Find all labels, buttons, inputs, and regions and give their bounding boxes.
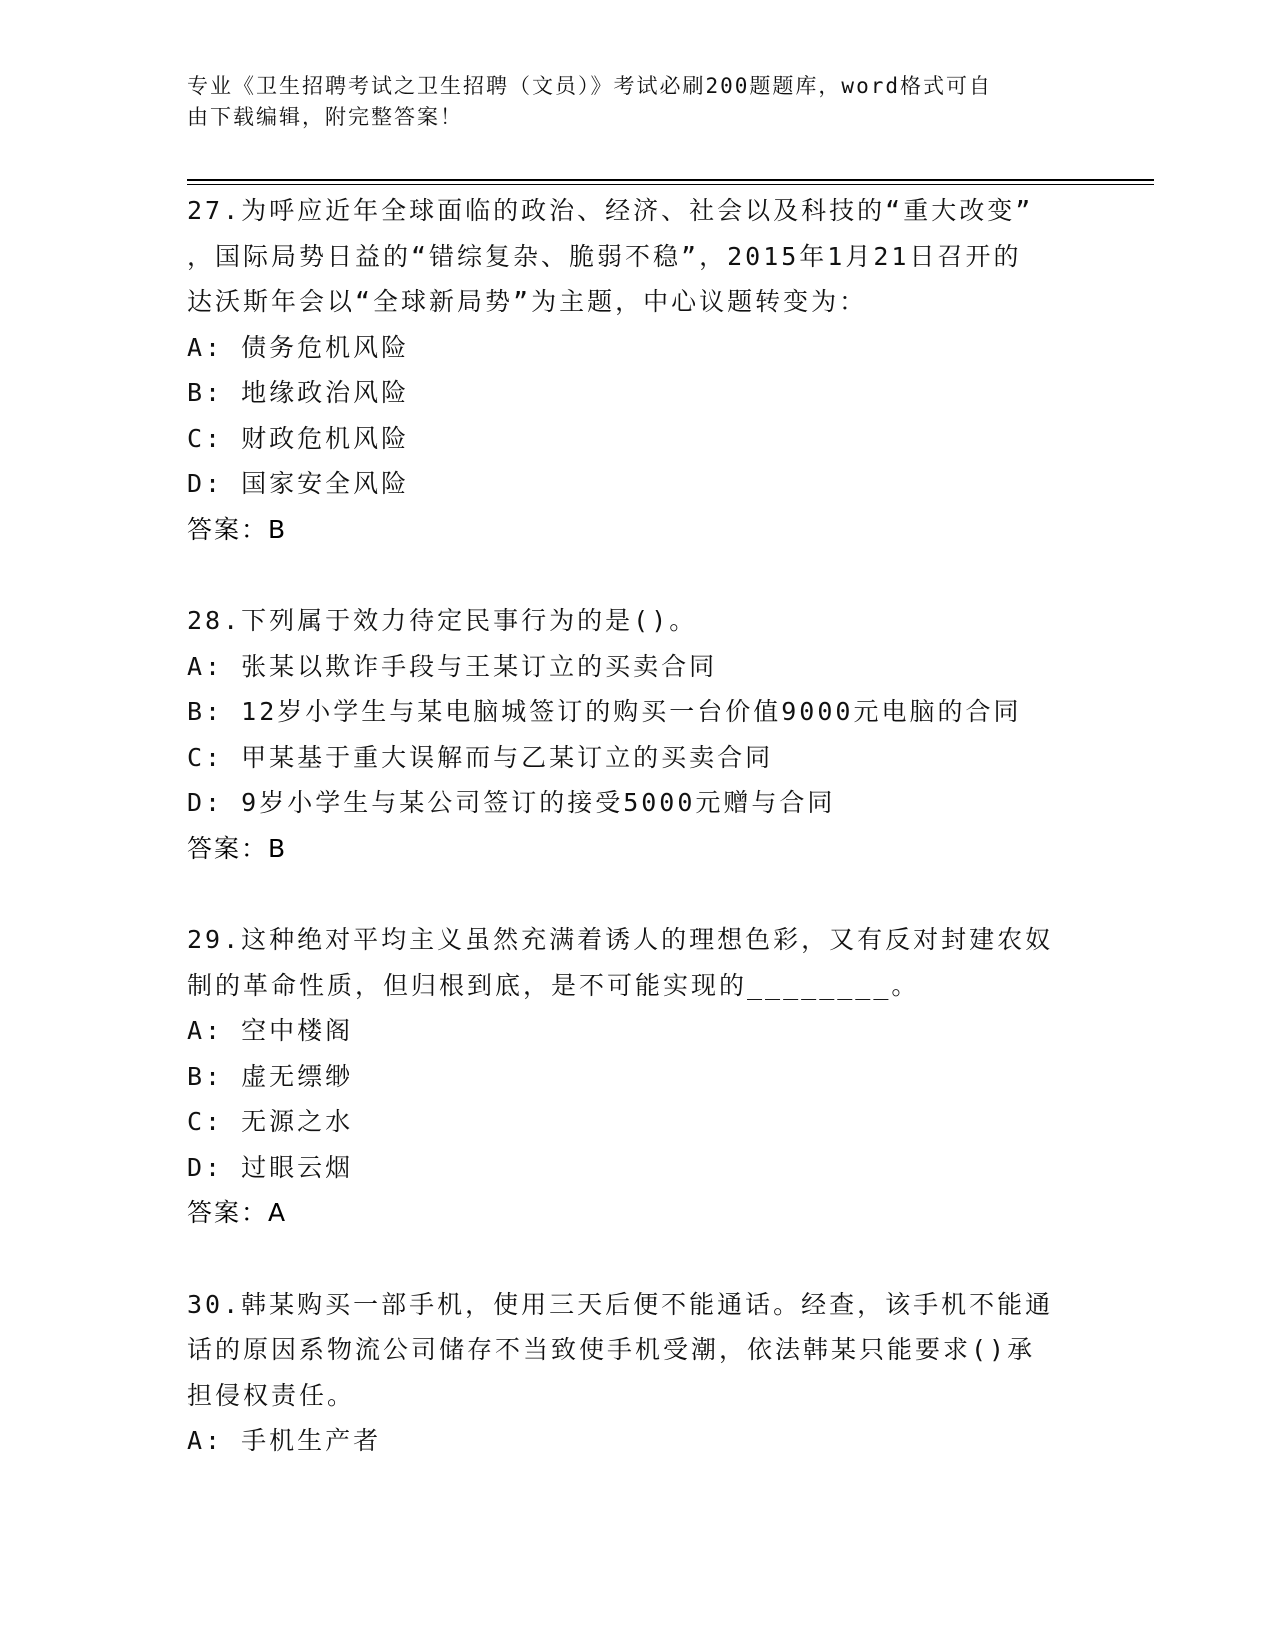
option-d: D: 国家安全风险 (187, 469, 410, 498)
answer-value: B (268, 514, 288, 544)
option-a: A: 空中楼阁 (187, 1016, 354, 1045)
question-stem (187, 1282, 1087, 1419)
question-stem (187, 188, 1087, 325)
question-28 (187, 598, 1087, 871)
header-line-2: 由下载编辑，附完整答案！ (187, 105, 463, 129)
answer-value: B (268, 833, 288, 863)
answer-label: 答案： (187, 1198, 269, 1227)
question-30 (187, 1282, 1087, 1464)
question-29 (187, 917, 1087, 1236)
stem-line: 28.下列属于效力待定民事行为的是()。 (187, 606, 698, 635)
question-stem (187, 917, 1087, 1008)
stem-line: 29.这种绝对平均主义虽然充满着诱人的理想色彩，又有反对封建农奴 (187, 925, 1054, 954)
stem-line: 担侵权责任。 (187, 1380, 356, 1410)
stem-line: ，国际局势日益的“错综复杂、脆弱不稳”，2015年1月21日召开的 (187, 241, 1022, 271)
option-b: B: 虚无缥缈 (187, 1061, 354, 1091)
option-c: C: 甲某基于重大误解而与乙某订立的买卖合同 (187, 742, 774, 772)
answer-line (187, 507, 1087, 553)
answer-value: A (268, 1198, 288, 1227)
option-c: C: 无源之水 (187, 1107, 354, 1136)
option-c: C: 财政危机风险 (187, 423, 410, 453)
stem-line: 话的原因系物流公司储存不当致使手机受潮，依法韩某只能要求()承 (187, 1335, 1036, 1364)
option-a: A: 张某以欺诈手段与王某订立的买卖合同 (187, 651, 718, 681)
document-header (187, 71, 1087, 133)
option-a: A: 手机生产者 (187, 1426, 382, 1455)
header-divider-thick (187, 179, 1154, 181)
question-27 (187, 188, 1087, 552)
option-b: B: 12岁小学生与某电脑城签订的购买一台价值9000元电脑的合同 (187, 697, 1022, 726)
answer-label: 答案： (187, 833, 269, 863)
stem-line: 27.为呼应近年全球面临的政治、经济、社会以及科技的“重大改变” (187, 196, 1034, 225)
stem-line: 达沃斯年会以“全球新局势”为主题，中心议题转变为： (187, 287, 868, 316)
question-stem (187, 598, 1087, 644)
answer-line (187, 1190, 1087, 1236)
option-d: D: 9岁小学生与某公司签订的接受5000元赠与合同 (187, 788, 836, 817)
answer-label: 答案： (187, 514, 269, 544)
stem-line: 制的革命性质，但归根到底，是不可能实现的________。 (187, 970, 920, 1000)
option-a: A: 债务危机风险 (187, 332, 410, 362)
stem-line: 30.韩某购买一部手机，使用三天后便不能通话。经查，该手机不能通 (187, 1289, 1054, 1319)
answer-line (187, 826, 1087, 872)
header-divider-thin (187, 184, 1154, 185)
option-d: D: 过眼云烟 (187, 1152, 354, 1182)
option-b: B: 地缘政治风险 (187, 378, 410, 407)
header-line-1: 专业《卫生招聘考试之卫生招聘（文员）》考试必刷200题题库，word格式可自 (187, 74, 992, 98)
question-list (187, 188, 1087, 1510)
